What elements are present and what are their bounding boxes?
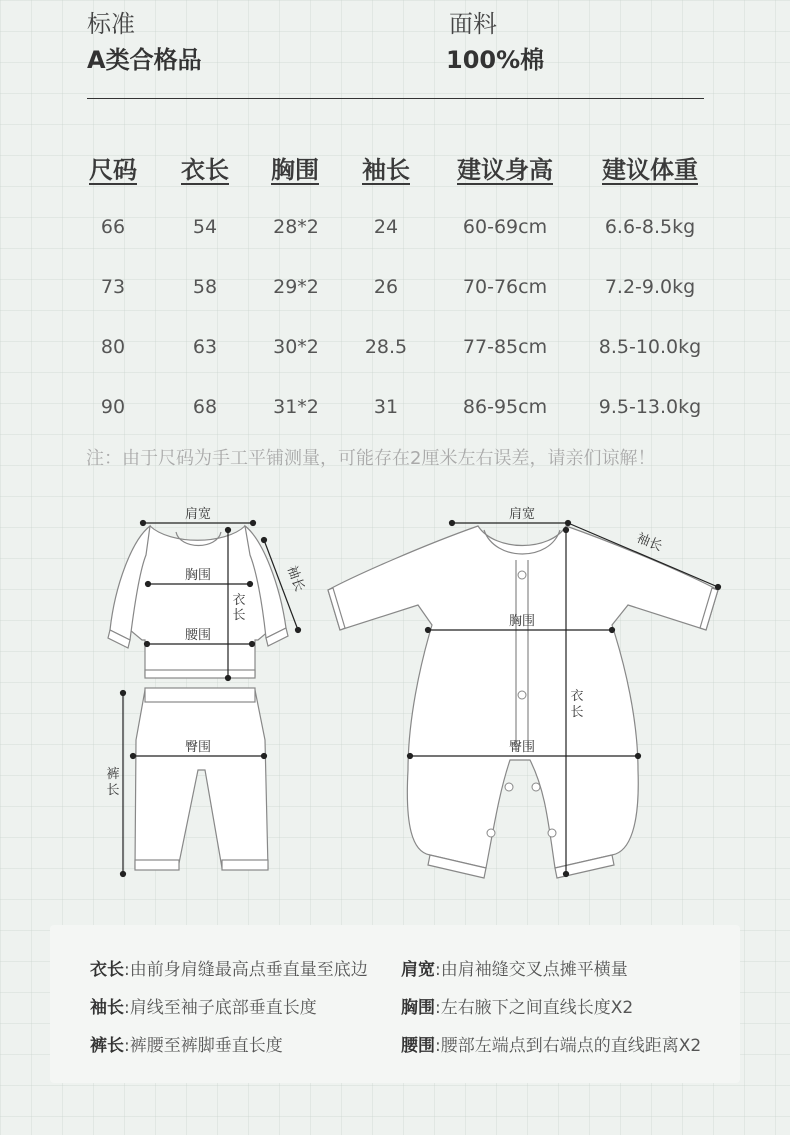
length-label-top: 衣: [232, 593, 246, 608]
pants-label-top: 裤: [106, 767, 120, 782]
table-cell: 31: [373, 396, 399, 418]
table-cell: 77-85cm: [462, 336, 548, 358]
romper-shoulder-label: 肩宽: [508, 507, 536, 522]
shoulder-label: 肩宽: [184, 507, 212, 522]
table-cell: 73: [100, 276, 126, 298]
table-cell: 60-69cm: [462, 216, 548, 238]
header-height: 建议身高: [457, 156, 553, 184]
pants-garment: [135, 690, 268, 868]
table-cell: 28.5: [364, 336, 408, 358]
table-cell: 80: [100, 336, 126, 358]
table-cell: 86-95cm: [462, 396, 548, 418]
fabric-value: 100%棉: [446, 46, 545, 74]
romper-chest-label: 胸围: [508, 614, 536, 629]
waist-label: 腰围: [184, 628, 212, 643]
romper-length-label-bottom: 长: [570, 705, 584, 720]
table-cell: 63: [192, 336, 218, 358]
table-cell: 26: [373, 276, 399, 298]
table-cell: 54: [192, 216, 218, 238]
legend-item: 袖长:肩线至袖子底部垂直长度: [90, 998, 317, 1018]
sleeve-label: 袖长: [283, 564, 307, 594]
header-chest: 胸围: [271, 156, 319, 184]
legend-item: 腰围:腰部左端点到右端点的直线距离X2: [401, 1036, 702, 1056]
header-length: 衣长: [181, 156, 229, 184]
table-cell: 90: [100, 396, 126, 418]
measurement-legend: [50, 925, 740, 1083]
romper-sleeve-label: 袖长: [634, 530, 665, 555]
table-cell: 7.2-9.0kg: [604, 276, 696, 298]
legend-item: 肩宽:由肩袖缝交叉点摊平横量: [401, 960, 628, 980]
measurement-note: 注：由于尺码为手工平铺测量，可能存在2厘米左右误差，请亲们谅解！: [86, 448, 656, 469]
hip-label: 臀围: [184, 740, 212, 755]
header-size: 尺码: [89, 156, 137, 184]
standard-label: 标准: [87, 10, 135, 38]
table-cell: 8.5-10.0kg: [598, 336, 702, 358]
table-cell: 24: [373, 216, 399, 238]
table-cell: 68: [192, 396, 218, 418]
table-cell: 31*2: [273, 396, 319, 418]
legend-item: 衣长:由前身肩缝最高点垂直量至底边: [90, 960, 368, 980]
legend-item: 胸围:左右腋下之间直线长度X2: [401, 998, 634, 1018]
length-label-bottom: 长: [232, 608, 246, 623]
section-divider: [87, 98, 704, 99]
header-weight: 建议体重: [602, 156, 698, 184]
table-cell: 66: [100, 216, 126, 238]
legend-item: 裤长:裤腰至裤脚垂直长度: [90, 1036, 283, 1056]
table-cell: 9.5-13.0kg: [598, 396, 702, 418]
table-cell: 58: [192, 276, 218, 298]
header-sleeve: 袖长: [362, 156, 410, 184]
table-cell: 70-76cm: [462, 276, 548, 298]
garment-diagram: [0, 490, 790, 890]
table-cell: 28*2: [273, 216, 319, 238]
romper-length-label-top: 衣: [570, 689, 584, 704]
fabric-label: 面料: [449, 10, 497, 38]
table-cell: 29*2: [273, 276, 319, 298]
table-cell: 6.6-8.5kg: [604, 216, 696, 238]
standard-value: A类合格品: [87, 46, 202, 74]
pants-label-bottom: 长: [106, 783, 120, 798]
table-cell: 30*2: [273, 336, 319, 358]
chest-label: 胸围: [184, 568, 212, 583]
romper-hip-label: 臀围: [508, 740, 536, 755]
